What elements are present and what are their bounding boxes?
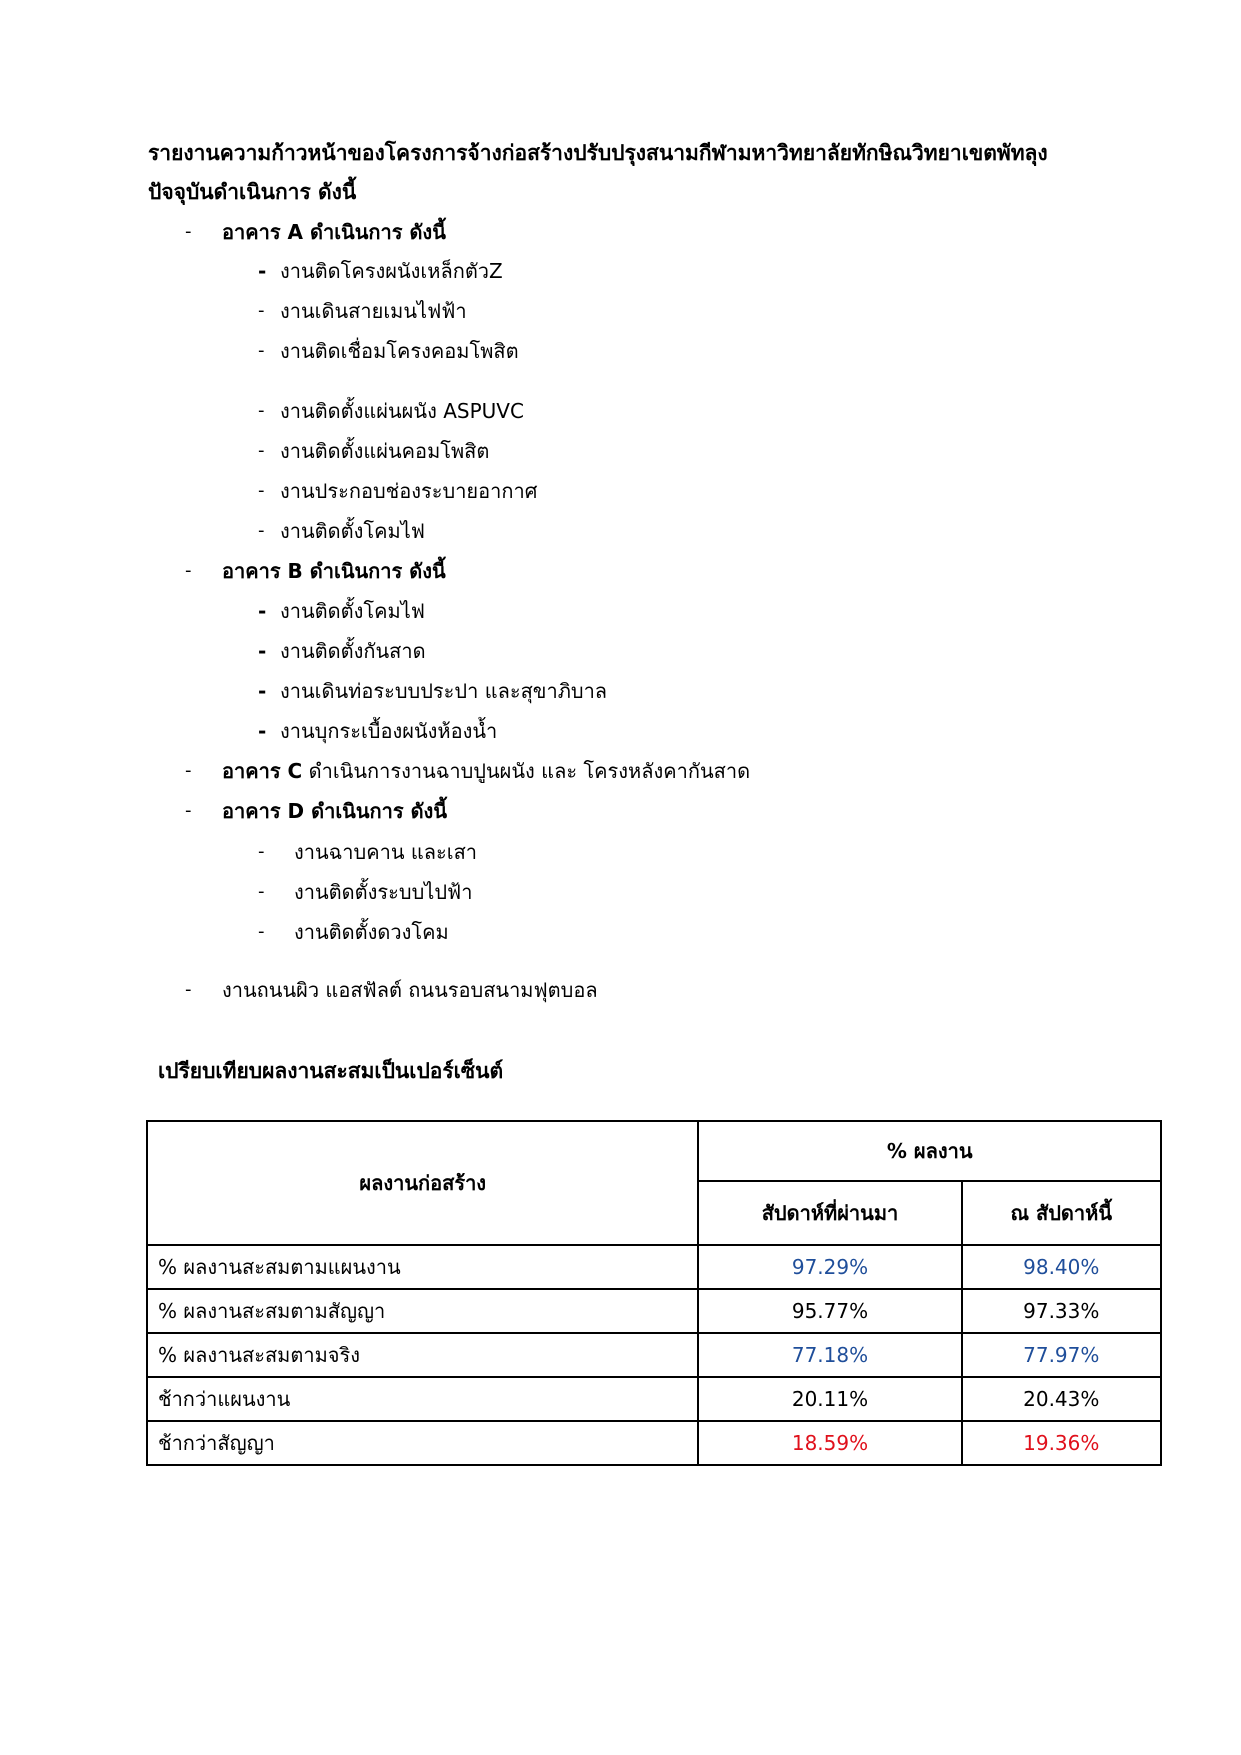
bullet-dash: - (185, 800, 192, 821)
table-row (147, 1289, 1161, 1333)
report-subtitle: ปัจจุบันดำเนินการ ดังนี้ (148, 180, 357, 204)
bullet-dash: - (258, 921, 265, 942)
building-c-label: อาคาร C (222, 759, 303, 783)
bullet-dash: - (258, 440, 265, 461)
building-c-text: ดำเนินการงานฉาบปูนผนัง และ โครงหลังคากันสาด (308, 759, 751, 783)
header-work: ผลงานก่อสร้าง (147, 1121, 698, 1245)
row-last-week-value: 95.77% (698, 1289, 961, 1333)
table-row (147, 1377, 1161, 1421)
bullet-dash: - (258, 300, 265, 321)
row-this-week-value: 77.97% (962, 1333, 1161, 1377)
bullet-dash: - (258, 679, 267, 703)
row-this-week-value: 97.33% (962, 1289, 1161, 1333)
road-item: งานถนนผิว แอสฟัลต์ ถนนรอบสนามฟุตบอล (222, 978, 598, 1002)
bullet-dash: - (258, 340, 265, 361)
row-label: % ผลงานสะสมตามแผนงาน (147, 1245, 698, 1289)
row-label: ช้ากว่าสัญญา (147, 1421, 698, 1465)
bullet-dash: - (258, 841, 265, 862)
bullet-dash: - (258, 520, 265, 541)
row-label: ช้ากว่าแผนงาน (147, 1377, 698, 1421)
building-d-item: งานฉาบคาน และเสา (294, 840, 478, 864)
row-last-week-value: 18.59% (698, 1421, 961, 1465)
bullet-dash: - (258, 480, 265, 501)
header-last-week: สัปดาห์ที่ผ่านมา (698, 1181, 961, 1245)
building-b-heading: อาคาร B ดำเนินการ ดังนี้ (222, 559, 446, 583)
bullet-dash: - (185, 979, 192, 1000)
row-this-week-value: 19.36% (962, 1421, 1161, 1465)
bullet-dash: - (185, 560, 192, 581)
building-d-heading: อาคาร D ดำเนินการ ดังนี้ (222, 799, 447, 823)
building-b-item: งานติดตั้งกันสาด (280, 639, 426, 663)
bullet-dash: - (258, 639, 267, 663)
table-row (147, 1245, 1161, 1289)
row-this-week-value: 98.40% (962, 1245, 1161, 1289)
building-a-heading: อาคาร A ดำเนินการ ดังนี้ (222, 220, 446, 244)
header-percent: % ผลงาน (698, 1121, 1161, 1181)
building-b-item: งานบุกระเบื้องผนังห้องน้ำ (280, 719, 498, 743)
building-a-item: งานติดโครงผนังเหล็กตัวZ (280, 259, 503, 283)
bullet-dash: - (258, 881, 265, 902)
report-title: รายงานความก้าวหน้าของโครงการจ้างก่อสร้างปรับปรุงสนามกีฬามหาวิทยาลัยทักษิณวิทยาเขตพัทลุง (148, 141, 1048, 165)
building-a-item: งานประกอบช่องระบายอากาศ (280, 479, 538, 503)
bullet-dash: - (258, 719, 267, 743)
row-label: % ผลงานสะสมตามจริง (147, 1333, 698, 1377)
building-d-item: งานติดตั้งระบบไปฟ้า (294, 880, 473, 904)
building-b-item: งานเดินท่อระบบประปา และสุขาภิบาล (280, 679, 608, 703)
progress-table (146, 1120, 1162, 1466)
bullet-dash: - (258, 400, 265, 421)
header-this-week: ณ สัปดาห์นี้ (962, 1181, 1161, 1245)
building-c-line (222, 757, 750, 785)
table-row (147, 1333, 1161, 1377)
row-this-week-value: 20.43% (962, 1377, 1161, 1421)
bullet-dash: - (185, 221, 192, 242)
bullet-dash: - (185, 760, 192, 781)
building-a-item: งานติดตั้งแผ่นคอมโพสิต (280, 439, 490, 463)
row-last-week-value: 97.29% (698, 1245, 961, 1289)
row-last-week-value: 20.11% (698, 1377, 961, 1421)
building-a-item: งานติดตั้งโคมไฟ (280, 519, 425, 543)
table-header-row (147, 1121, 1161, 1181)
building-b-item: งานติดตั้งโคมไฟ (280, 599, 425, 623)
building-a-item: งานติดเชื่อมโครงคอมโพสิต (280, 339, 519, 363)
comparison-heading: เปรียบเทียบผลงานสะสมเป็นเปอร์เซ็นต์ (158, 1059, 504, 1083)
bullet-dash: - (258, 599, 267, 623)
building-d-item: งานติดตั้งดวงโคม (294, 920, 449, 944)
building-a-item: งานเดินสายเมนไฟฟ้า (280, 299, 467, 323)
row-last-week-value: 77.18% (698, 1333, 961, 1377)
building-a-item: งานติดตั้งแผ่นผนัง ASPUVC (280, 399, 524, 423)
table-row (147, 1421, 1161, 1465)
row-label: % ผลงานสะสมตามสัญญา (147, 1289, 698, 1333)
bullet-dash: - (258, 259, 267, 283)
